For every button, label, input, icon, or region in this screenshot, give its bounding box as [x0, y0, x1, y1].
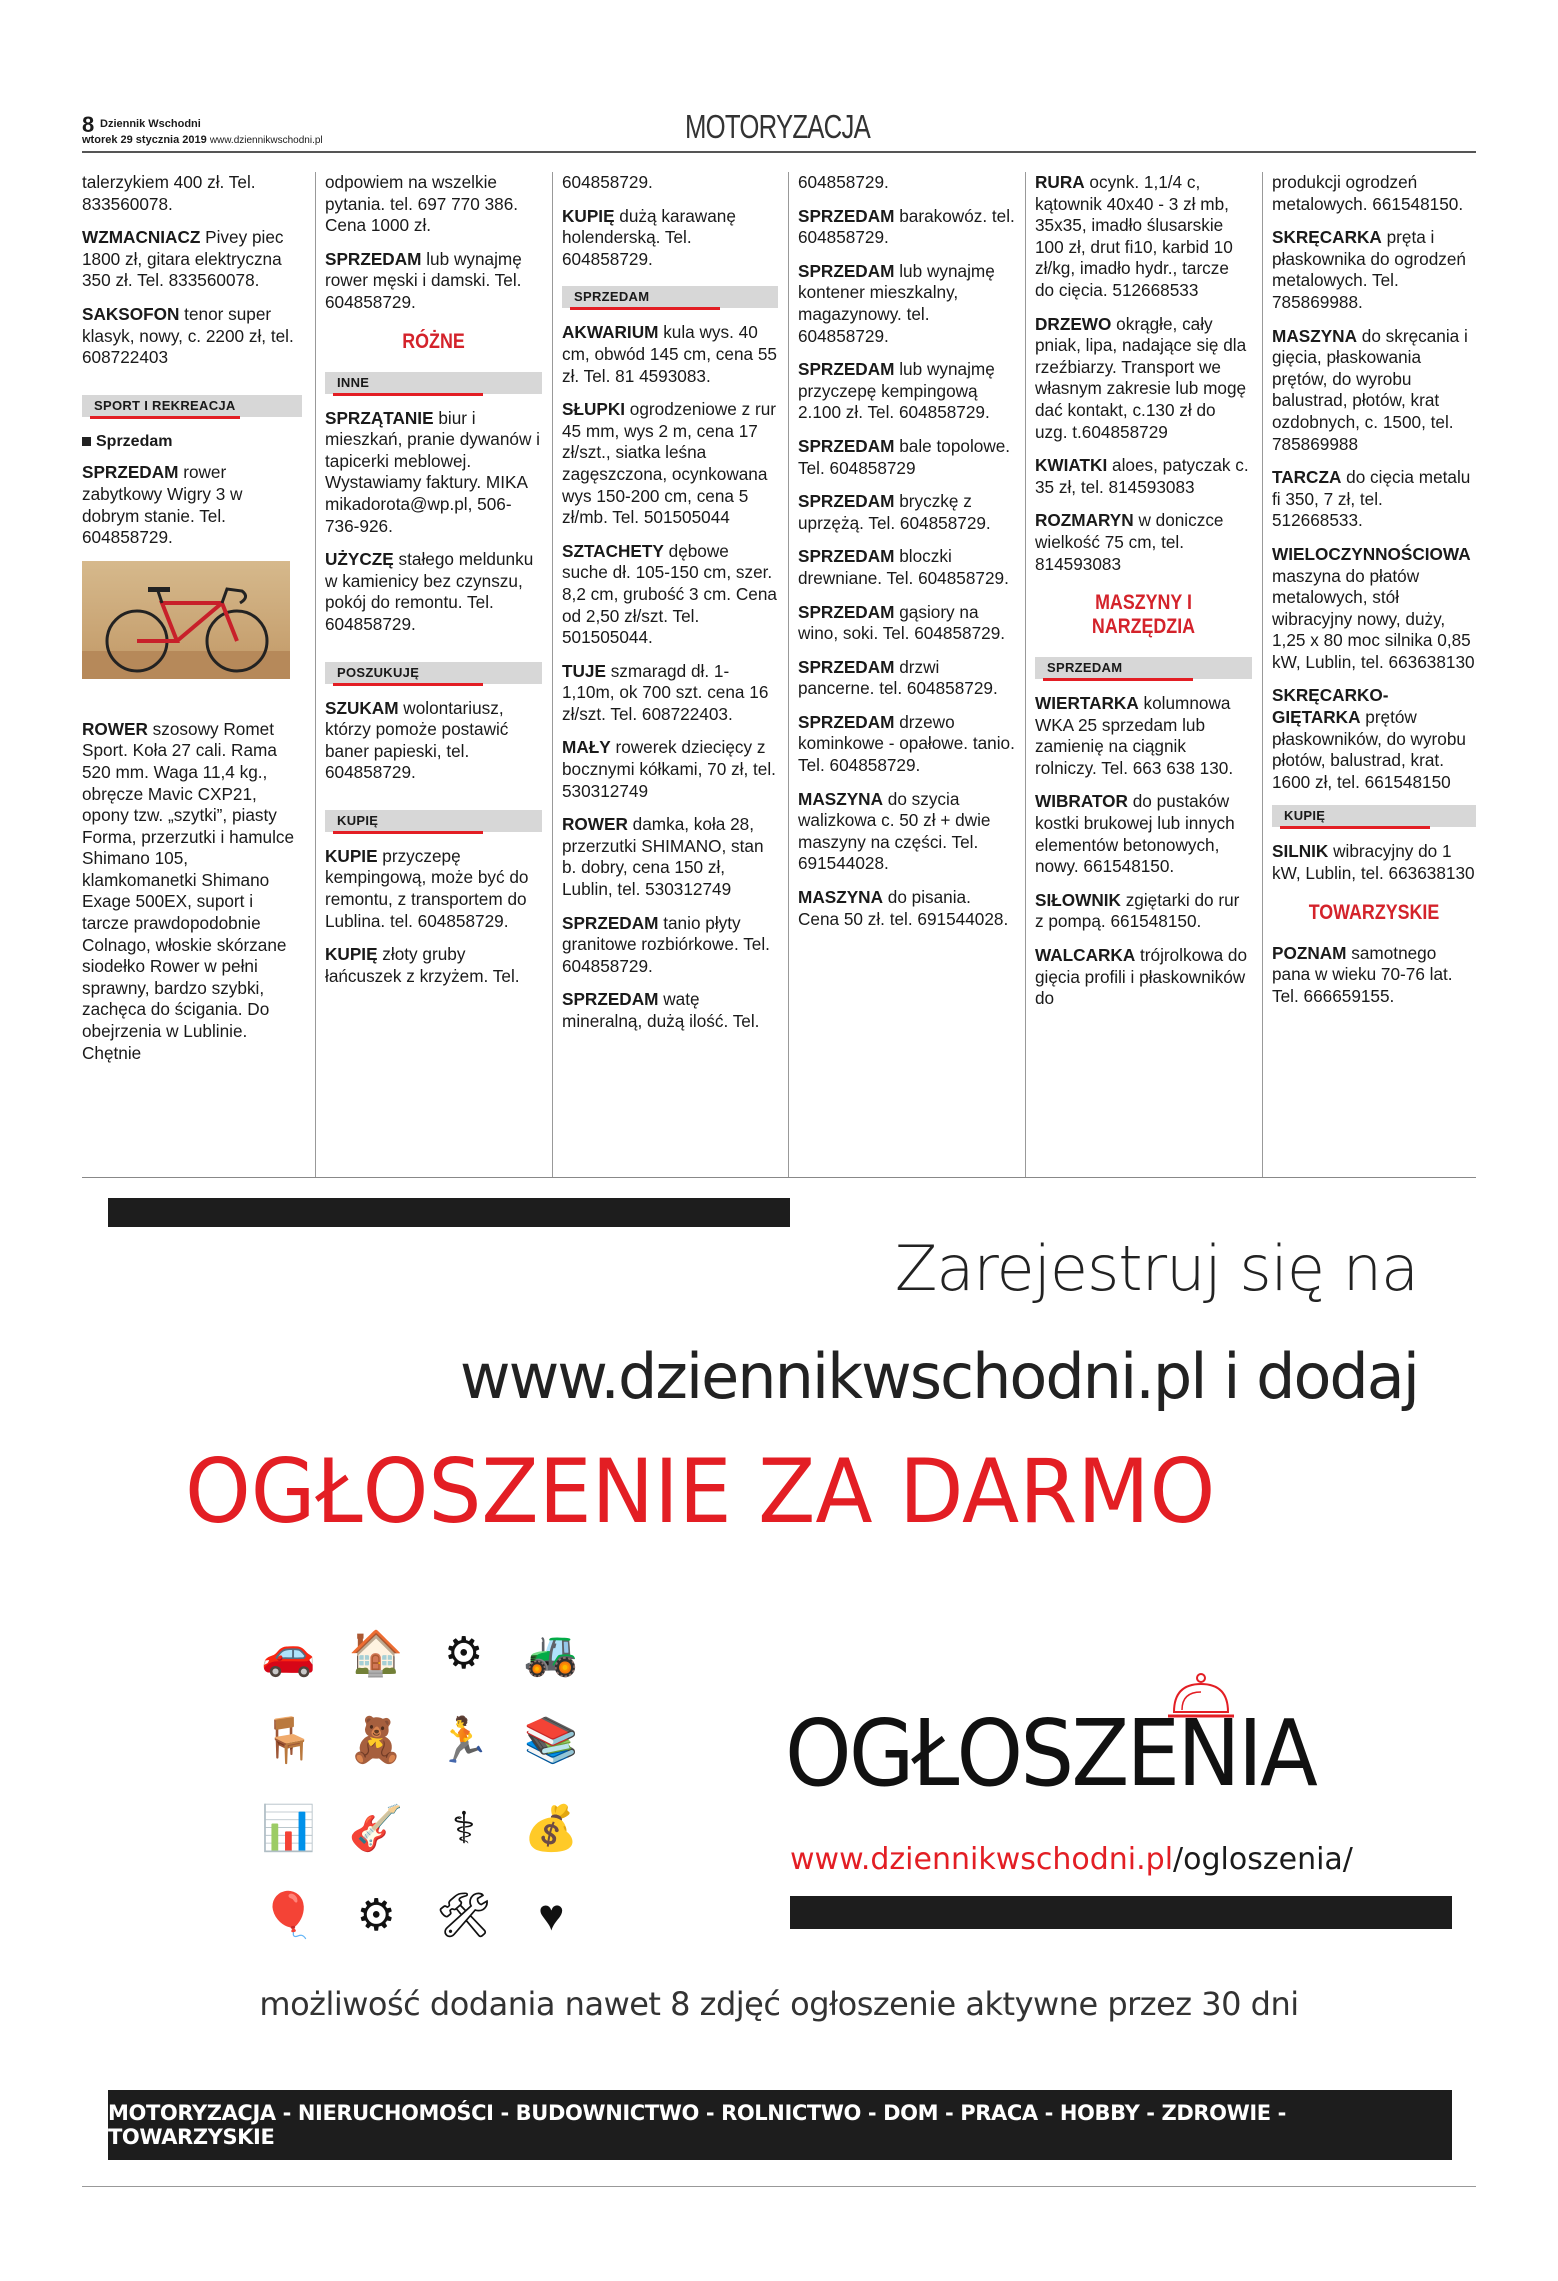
- column-4: [788, 172, 1025, 1177]
- ad-text: drzewo kominkowe - opałowe. tanio. Tel. 604858729.: [798, 711, 1015, 776]
- ad-text: do pustaków kostki brukowej lub innych elementów betonowych, nowy. 661548150.: [1035, 791, 1235, 877]
- classified-ad: [82, 304, 302, 369]
- concrete-mixer-icon: ⚙: [444, 1628, 484, 1678]
- guitar-icon: 🎸: [348, 1803, 404, 1853]
- section-header-sprzedam: SPRZEDAM: [562, 286, 778, 308]
- column-divider: [788, 172, 789, 1177]
- site-link[interactable]: www.dziennikwschodni.pl: [209, 135, 323, 146]
- ad-text: trójrolkowa do gięcia profili i płaskowników do: [1035, 945, 1248, 1009]
- classified-ad: [562, 989, 778, 1032]
- classified-ad: [562, 172, 778, 194]
- ad-keyword: WIBRATOR: [1035, 791, 1128, 812]
- ad-keyword: POZNAM: [1272, 942, 1347, 963]
- classified-ad: [325, 549, 542, 635]
- ad-keyword: SPRZEDAM: [325, 248, 422, 269]
- ad-text: szmaragd dł. 1-1,10m, ok 700 szt. cena 16 zł/szt. Tel. 608722403.: [562, 660, 769, 724]
- ad-text: 604858729.: [798, 172, 889, 192]
- ad-text: Pivey piec 1800 zł, gitara elektryczna 350 zł. Tel. 833560078.: [82, 227, 284, 291]
- ad-text: przyczepę kempingową, może być do remontu, z transportem do Lublina. tel. 604858729.: [325, 845, 529, 931]
- ad-text: prętów płaskowników, do wyrobu płotów, balustrad, krat. 1600 zł, tel. 661548150: [1272, 707, 1466, 792]
- books-icon: 📚: [523, 1716, 579, 1766]
- ad-text: lub wynajmę przyczepę kempingową 2.100 zł. Tel. 604858729.: [798, 359, 995, 423]
- running-man-clock-icon: 🏃: [436, 1716, 492, 1766]
- ad-keyword: SILNIK: [1272, 841, 1329, 862]
- section-header-sport: SPORT I REKREACJA: [82, 395, 302, 417]
- column-divider: [1025, 172, 1026, 1177]
- brand-logo: OGŁOSZENIA: [785, 1700, 1316, 1807]
- section-header-poszukuje: POSZUKUJĘ: [325, 662, 542, 684]
- classified-ad: [1035, 172, 1252, 302]
- brand-url-path: /ogloszenia/: [1173, 1842, 1353, 1877]
- classified-ad: [562, 737, 778, 802]
- ad-text: wibracyjny do 1 kW, Lublin, tel. 663638130: [1272, 841, 1475, 884]
- ad-text: rower zabytkowy Wigry 3 w dobrym stanie. Tel. 604858729.: [82, 462, 243, 548]
- section-header-kupie: KUPIĘ: [325, 810, 542, 832]
- ad-keyword: TUJE: [562, 660, 606, 681]
- classified-ad: [562, 399, 778, 529]
- teddy-bear-icon: 🧸: [348, 1716, 404, 1766]
- ad-text: 604858729.: [562, 172, 653, 192]
- classified-ad: [1035, 890, 1252, 933]
- section-header-sprzedam-2: SPRZEDAM: [1035, 657, 1252, 679]
- ad-text: stałego meldunku w kamienicy bez czynszu, pokój do remontu. Tel. 604858729.: [325, 549, 534, 634]
- classified-ad: [798, 436, 1015, 479]
- ad-text: ogrodzeniowe z rur 45 mm, wys 2 m, cena 17 zł/szt., siatka leśna zagęszczona, ocynkowana wys 150-200 cm, cena 5 zł/mb. Tel. 501505044: [562, 399, 776, 528]
- ad-keyword: SPRZEDAM: [798, 711, 895, 732]
- ad-keyword: RURA: [1035, 172, 1085, 192]
- ad-text: dużą karawanę holenderską. Tel. 604858729.: [562, 205, 736, 269]
- gears-icon: ⚙: [356, 1891, 396, 1941]
- ad-keyword: AKWARIUM: [562, 322, 659, 343]
- ad-keyword: KUPIĘ: [325, 944, 378, 965]
- classified-ad: [1272, 544, 1476, 674]
- classified-ad: [562, 322, 778, 387]
- section-title: MOTORYZACJA: [685, 108, 870, 145]
- ad-keyword: ROWER: [82, 718, 148, 739]
- classified-ad: [325, 408, 542, 538]
- classified-ad: [325, 249, 542, 314]
- ad-text: do cięcia metalu fi 350, 7 zł, tel. 512668533.: [1272, 467, 1471, 531]
- classified-ad: [798, 359, 1015, 424]
- categories-bar: MOTORYZACJA - NIERUCHOMOŚCI - BUDOWNICTWO - ROLNICTWO - DOM - PRACA - HOBBY - ZDROWIE - TOWARZYSKIE: [108, 2090, 1452, 2160]
- column-divider: [552, 172, 553, 1177]
- classified-ad: [562, 541, 778, 649]
- promo-headline: OGŁOSZENIE ZA DARMO: [185, 1440, 1216, 1543]
- ad-text: do skręcania i gięcia, płaskowania prętów, do wyrobu balustrad, płotów, krat ozdobnych, c. 1500, tel. 785869988: [1272, 325, 1468, 454]
- ad-keyword: SPRZEDAM: [798, 601, 895, 622]
- ad-text: zgiętarki do rur z pompą. 661548150.: [1035, 889, 1240, 932]
- column-3: [552, 172, 788, 1177]
- ad-text: tanio płyty granitowe rozbiórkowe. Tel. 604858729.: [562, 912, 770, 976]
- classified-ad: [82, 227, 302, 292]
- tractor-icon: 🚜: [523, 1628, 579, 1678]
- ad-keyword: SAKSOFON: [82, 303, 180, 324]
- ad-text: damka, koła 28, przerzutki SHIMANO, stan b. dobry, cena 150 zł, Lublin, tel. 530312749: [562, 814, 764, 900]
- ad-text: talerzykiem 400 zł. Tel. 833560078.: [82, 172, 256, 214]
- ad-text: do szycia walizkowa c. 50 zł + dwie maszyny na części. Tel. 691544028.: [798, 788, 991, 874]
- ad-text: bryczkę z uprzężą. Tel. 604858729.: [798, 491, 991, 533]
- ad-keyword: KUPIE: [325, 845, 378, 866]
- classified-ad: [1272, 172, 1476, 215]
- promo-features: możliwość dodania nawet 8 zdjęć ogłoszenie aktywne przez 30 dni: [259, 1985, 1299, 2023]
- ad-text: produkcji ogrodzeń metalowych. 661548150.: [1272, 172, 1464, 214]
- ad-text: rowerek dziecięcy z bocznymi kółkami, 70 zł, tel. 530312749: [562, 737, 776, 801]
- ad-keyword: KUPIĘ: [562, 205, 615, 226]
- classified-ad: [798, 172, 1015, 194]
- ad-keyword: UŻYCZĘ: [325, 549, 394, 570]
- ad-text: okrągłe, cały pniak, lipa, nadające się dla rzeźbiarzy. Transport we własnym zakresie lub mogę dać kontakt, c.130 zł do uzg. t.604858729: [1035, 313, 1247, 442]
- classified-ad: [325, 698, 542, 784]
- classified-ad: [1272, 326, 1476, 456]
- cars-icon: 🚗: [261, 1628, 317, 1678]
- ad-text: ocynk. 1,1/4 c, kątownik 40x40 - 3 zł mb, 35x35, imadło ślusarskie 100 zł, drut fi10, karbid 10 zł/kg, imadło hydr., tarcze do cięcia. 512668533: [1035, 172, 1233, 300]
- office-chair-icon: 🪑: [261, 1716, 317, 1766]
- classified-ad: [82, 172, 302, 215]
- ad-keyword: SPRZEDAM: [798, 491, 895, 512]
- ad-text: lub wynajmę rower męski i damski. Tel. 604858729.: [325, 248, 522, 312]
- ad-keyword: MAŁY: [562, 737, 611, 758]
- ad-text: kula wys. 40 cm, obwód 145 cm, cena 55 zł. Tel. 81 4593083.: [562, 322, 777, 386]
- bicycle-photo: [82, 561, 290, 679]
- classified-ad: [1272, 943, 1476, 1008]
- ad-keyword: SPRZEDAM: [562, 912, 659, 933]
- section-header-inne: INNE: [325, 372, 542, 394]
- ad-keyword: MASZYNA: [798, 887, 883, 908]
- ad-text: bale topolowe. Tel. 604858729: [798, 435, 1011, 478]
- brand-url[interactable]: [790, 1842, 1353, 1877]
- heading-towarzyskie: TOWARZYSKIE: [1308, 900, 1440, 924]
- ad-text: aloes, patyczak c. 35 zł, tel. 814593083: [1035, 455, 1249, 497]
- paper-name: Dziennik Wschodni: [100, 118, 201, 130]
- column-2: [315, 172, 552, 1177]
- classified-ad: [798, 602, 1015, 645]
- classified-ad: [798, 546, 1015, 589]
- ad-keyword: WALCARKA: [1035, 945, 1136, 966]
- date-text: wtorek 29 stycznia 2019: [82, 134, 207, 146]
- heading-rozne: RÓŻNE: [402, 329, 465, 353]
- house-icon: 🏠: [348, 1628, 404, 1678]
- presentation-icon: 📊: [261, 1803, 317, 1853]
- ad-text: tenor super klasyk, nowy, c. 2200 zł, tel. 608722403: [82, 303, 294, 368]
- classified-ad: [1272, 467, 1476, 532]
- ad-text: watę mineralną, dużą ilość. Tel.: [562, 989, 760, 1031]
- columns-bottom-rule: [82, 1177, 1476, 1178]
- subsection-sprzedam: Sprzedam: [82, 431, 302, 453]
- ad-keyword: SPRZEDAM: [82, 462, 179, 483]
- ad-text: wolontariusz, którzy pomoże postawić baner papieski, tel. 604858729.: [325, 697, 509, 783]
- page-number: 8: [82, 112, 95, 137]
- column-6: [1262, 172, 1476, 1177]
- classified-ad: [562, 814, 778, 900]
- classified-ad: [1035, 510, 1252, 575]
- ad-keyword: WIERTARKA: [1035, 693, 1139, 714]
- ad-keyword: MASZYNA: [798, 788, 883, 809]
- promo-top-bar: [108, 1198, 790, 1227]
- promo-line-1: Zarejestruj się na: [894, 1232, 1418, 1305]
- ad-keyword: WZMACNIACZ: [82, 227, 201, 248]
- ad-text: biur i mieszkań, pranie dywanów i tapicerki meblowej. Wystawiamy faktury. MIKA mikadorota@wp.pl, 506-736-926.: [325, 407, 540, 536]
- ad-keyword: TARCZA: [1272, 467, 1342, 488]
- ad-text: maszyna do płatów metalowych, stół wibracyjny nowy, duży, 1,25 x 80 moc silnika 0,85 kW, Lublin, tel. 663638130: [1272, 565, 1475, 672]
- classified-ad: [82, 462, 302, 548]
- ad-text: lub wynajmę kontener mieszkalny, magazynowy. tel. 604858729.: [798, 260, 995, 346]
- classified-ad: [562, 206, 778, 271]
- classified-ad: [798, 206, 1015, 249]
- category-icons: [245, 1610, 595, 1960]
- ad-keyword: SPRZEDAM: [798, 205, 895, 226]
- ad-text: do pisania. Cena 50 zł. tel. 691544028.: [798, 887, 1009, 929]
- ad-keyword: SKRĘCARKO-GIĘTARKA: [1272, 685, 1389, 728]
- footer-rule: [82, 2186, 1476, 2187]
- ad-keyword: SPRZEDAM: [798, 359, 895, 380]
- ad-keyword: KWIATKI: [1035, 455, 1108, 476]
- section-header-kupie-2: KUPIĘ: [1272, 805, 1476, 827]
- classified-ad: [1272, 841, 1476, 884]
- ad-keyword: ROZMARYN: [1035, 510, 1134, 531]
- ad-keyword: SZUKAM: [325, 697, 399, 718]
- balloons-icon: 🎈: [261, 1891, 317, 1941]
- ad-keyword: SZTACHETY: [562, 540, 664, 561]
- ad-text: bloczki drewniane. Tel. 604858729.: [798, 546, 1009, 588]
- column-divider: [315, 172, 316, 1177]
- ad-text: pręta i płaskownika do ogrodzeń metalowych. Tel. 785869988.: [1272, 227, 1466, 312]
- ad-keyword: ROWER: [562, 814, 628, 835]
- classified-ad: [562, 661, 778, 726]
- ad-keyword: SPRZEDAM: [798, 435, 895, 456]
- column-1: [82, 172, 312, 1177]
- ad-keyword: SPRZEDAM: [798, 656, 895, 677]
- classified-ad: [1035, 314, 1252, 444]
- ad-text: samotnego pana w wieku 70-76 lat. Tel. 666659155.: [1272, 942, 1453, 1006]
- ad-text: barakowóz. tel. 604858729.: [798, 205, 1015, 248]
- classified-ad: [1035, 693, 1252, 779]
- classified-ad: [325, 172, 542, 237]
- ad-keyword: SŁUPKI: [562, 399, 626, 420]
- ad-text: w doniczce wielkość 75 cm, tel. 814593083: [1035, 510, 1224, 574]
- promo-line-2: www.dziennikwschodni.pl i dodaj: [459, 1340, 1418, 1413]
- classified-ad: [1035, 455, 1252, 498]
- tools-icon: 🛠: [435, 1891, 492, 1941]
- column-divider: [1262, 172, 1263, 1177]
- ad-text: szosowy Romet Sport. Koła 27 cali. Rama 520 mm. Waga 11,4 kg., obręcze Mavic CXP21, opony tzw. „szytki”, piasty Forma, przerzutki i hamulce Shimano 105, klamkomanetki Shimano Exage 500EX, suport i tarcze prawdopodobnie Colnago, włoskie skórzane siodełko Rower w pełni sprawny, bardzo szybki, zachęca do ścigania. Do obejrzenia w Lublinie. Chętnie: [82, 718, 295, 1063]
- ad-keyword: SPRZEDAM: [562, 989, 659, 1010]
- classified-ad: [325, 944, 542, 987]
- header-rule: [82, 151, 1476, 153]
- brand-bar: [790, 1896, 1452, 1929]
- classified-ad: [798, 657, 1015, 700]
- ad-text: kolumnowa WKA 25 sprzedam lub zamienię na ciągnik rolniczy. Tel. 663 638 130.: [1035, 693, 1234, 778]
- ad-keyword: SKRĘCARKA: [1272, 227, 1382, 248]
- ad-keyword: SIŁOWNIK: [1035, 889, 1121, 910]
- column-5: [1025, 172, 1262, 1177]
- classifieds: [82, 172, 1476, 1177]
- caduceus-icon: ⚕: [451, 1803, 476, 1853]
- ad-keyword: DRZEWO: [1035, 313, 1112, 334]
- classified-ad: [798, 261, 1015, 347]
- brand-url-domain: www.dziennikwschodni.pl: [790, 1842, 1174, 1877]
- ad-text: dębowe suche dł. 105-150 cm, szer. 8,2 cm, grubość 3 cm. Cena od 2,50 zł/szt. Tel. 501505044.: [562, 540, 777, 648]
- classified-ad: [1035, 945, 1252, 1010]
- hand-money-icon: 💰: [523, 1803, 579, 1853]
- classified-ad: [798, 491, 1015, 534]
- classified-ad: [798, 887, 1015, 930]
- ad-text: złoty gruby łańcuszek z krzyżem. Tel.: [325, 944, 520, 986]
- ad-keyword: SPRZEDAM: [798, 260, 895, 281]
- heart-icon: ♥: [538, 1891, 565, 1941]
- heading-maszyny: MASZYNY I NARZĘDZIA: [1091, 591, 1196, 639]
- classified-ad: [82, 719, 302, 1065]
- classified-ad: [1272, 685, 1476, 793]
- ad-keyword: WIELOCZYNNOŚCIOWA: [1272, 543, 1471, 564]
- ad-keyword: SPRZĄTANIE: [325, 407, 434, 428]
- ad-text: drzwi pancerne. tel. 604858729.: [798, 656, 998, 699]
- ad-text: odpowiem na wszelkie pytania. tel. 697 770 386. Cena 1000 zł.: [325, 172, 519, 236]
- classified-ad: [325, 846, 542, 932]
- classified-ad: [562, 913, 778, 978]
- issue-date: [82, 134, 323, 146]
- ad-keyword: MASZYNA: [1272, 325, 1357, 346]
- classified-ad: [798, 712, 1015, 777]
- classified-ad: [1272, 227, 1476, 313]
- ad-text: gąsiory na wino, soki. Tel. 604858729.: [798, 601, 1006, 644]
- classified-ad: [1035, 791, 1252, 877]
- classified-ad: [798, 789, 1015, 875]
- ad-keyword: SPRZEDAM: [798, 546, 895, 567]
